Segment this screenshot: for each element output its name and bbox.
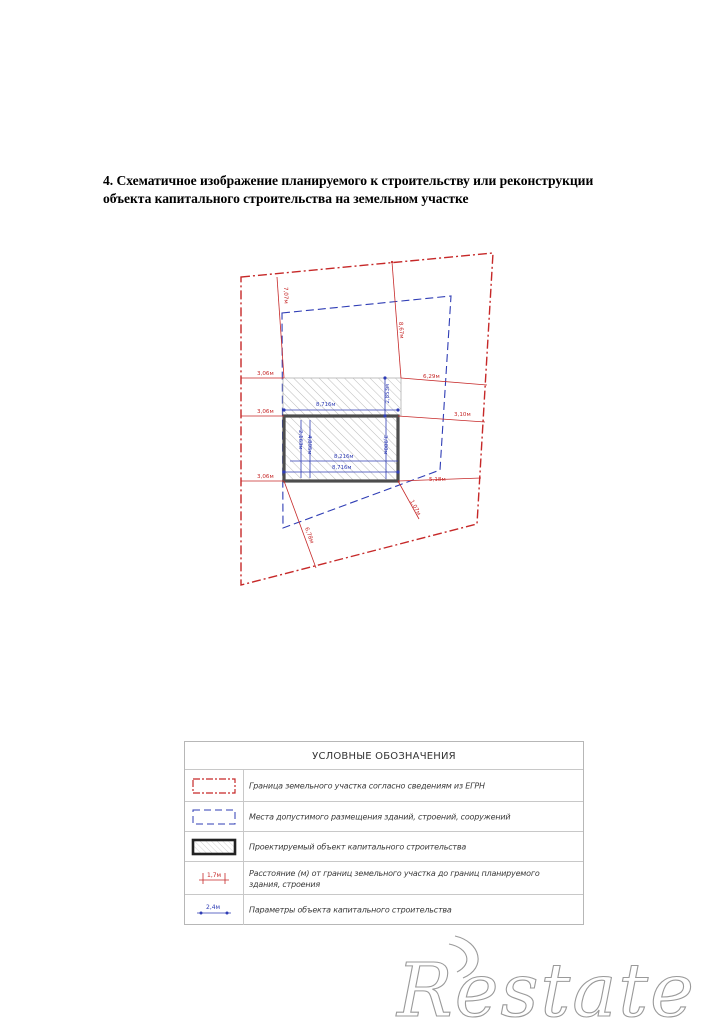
legend-label-distance: Расстояние (м) от границ земельного участка до границ планируемого здания, строения — [249, 868, 540, 889]
dim-left-middle: 3,06м — [257, 409, 274, 415]
dim-building-right-height: 3,900м — [382, 435, 388, 455]
blue-dimension-line-icon — [185, 895, 244, 925]
watermark-text: Restate — [397, 948, 696, 1026]
heading-line-1: 4. Схематичное изображение планируемого к строительству или реконструкции — [103, 173, 594, 188]
legend-label-allowed-zone: Места допустимого размещения зданий, строений, сооружений — [249, 812, 511, 822]
legend-item-distance — [185, 861, 583, 895]
dim-right-middle: 3,10м — [454, 412, 471, 418]
hatched-bold-rectangle-icon — [185, 832, 244, 862]
legend-item-parameters — [185, 894, 583, 925]
dim-building-left-inner: 2,163м — [297, 430, 303, 450]
red-dimension-line-icon — [185, 862, 244, 895]
legend-item-designed-building — [185, 831, 583, 862]
dim-top-right-vertical: 8,67м — [397, 321, 405, 339]
dim-top-left-vertical: 7,07м — [282, 286, 289, 304]
heading-line-2: объекта капитального строительства на земельном участке — [103, 190, 469, 206]
legend-item-allowed-zone — [185, 801, 583, 832]
dim-left-lower: 3,06м — [257, 474, 274, 480]
legend — [184, 741, 584, 925]
dim-building-inner-width: 8,216м — [334, 454, 354, 460]
legend-title: УСЛОВНЫЕ ОБОЗНАЧЕНИЯ — [312, 751, 456, 762]
dim-bottom-left: 6,78м — [303, 526, 315, 545]
dim-hatch-width: 8,716м — [316, 402, 336, 408]
dim-left-upper: 3,06м — [257, 371, 274, 377]
dim-hatch-height: 2,853м — [385, 384, 391, 404]
restate-watermark-logo — [395, 930, 725, 1026]
dim-building-outer-width: 8,716м — [332, 465, 352, 471]
red-dash-dot-rectangle-icon — [185, 770, 244, 802]
dim-right-upper: 6,29м — [423, 374, 440, 380]
legend-item-plot-boundary — [185, 769, 583, 802]
legend-label-designed-building: Проектируемый объект капитального строительства — [249, 842, 467, 852]
blue-dashed-rectangle-icon — [185, 802, 244, 832]
legend-label-plot-boundary: Граница земельного участка согласно сведениям из ЕГРН — [249, 781, 485, 791]
dim-building-left-outer: 4,895м — [306, 435, 312, 455]
legend-sample-distance: 1,7м — [207, 872, 222, 879]
legend-label-parameters: Параметры объекта капитального строительства — [249, 905, 452, 915]
legend-sample-parameter: 2,4м — [206, 904, 221, 911]
dim-right-lower: 5,18м — [429, 477, 446, 483]
dim-bottom-right: 1,07м — [408, 499, 422, 517]
